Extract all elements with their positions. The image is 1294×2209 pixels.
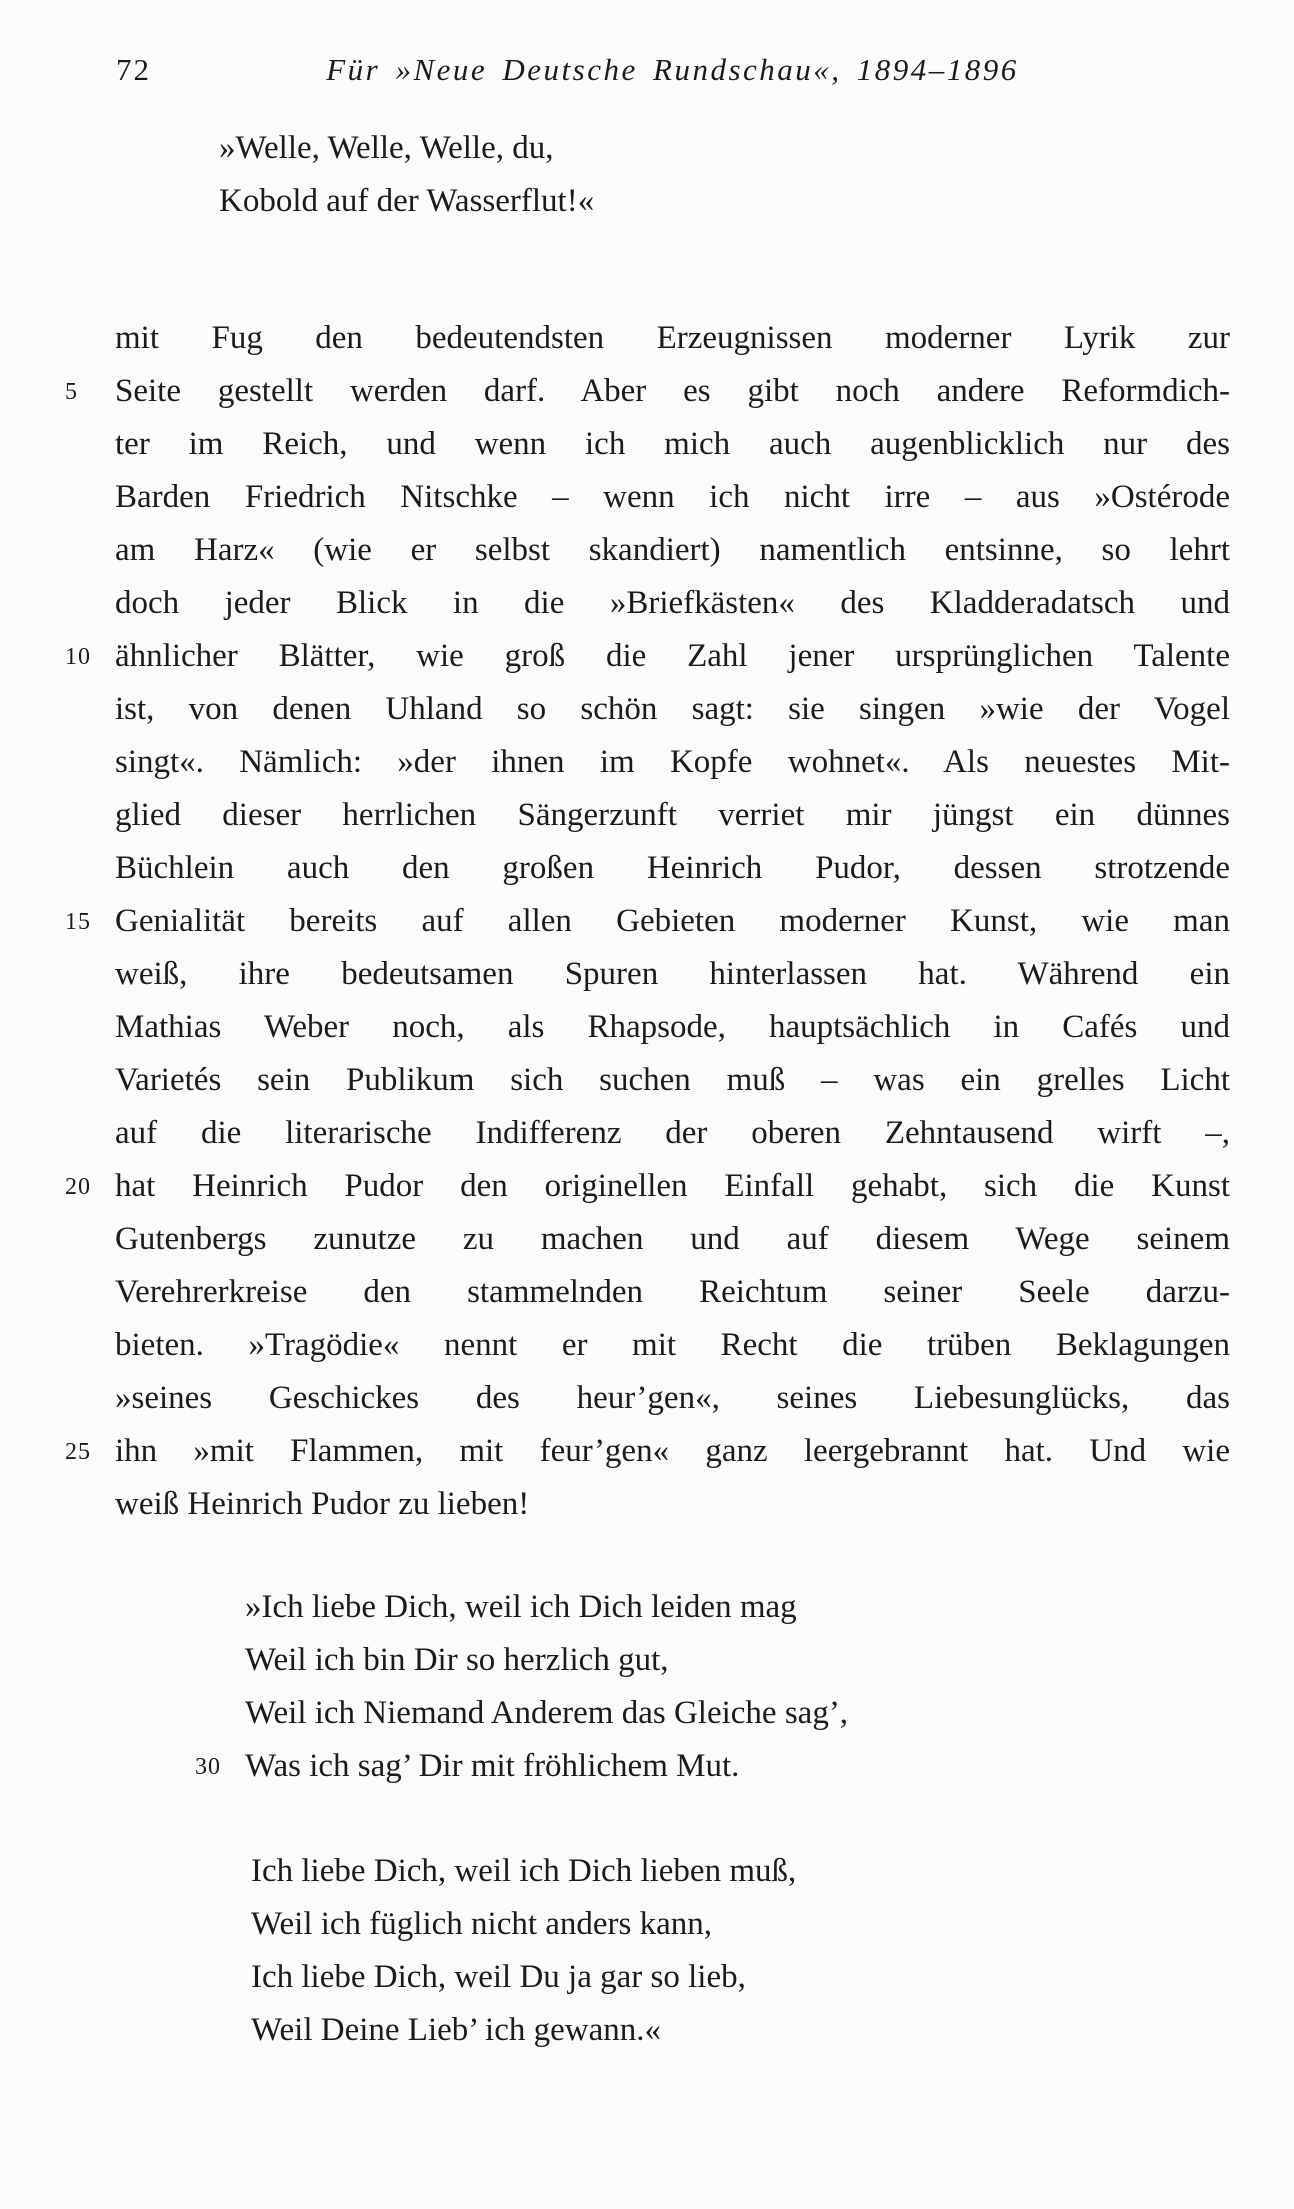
body-text-line (65, 895, 1230, 948)
body-text-line (115, 1107, 1230, 1160)
poem-line (251, 1951, 1230, 2004)
running-header: Für »Neue Deutsche Rundschau«, 1894–1896 (326, 52, 1019, 87)
body-text-line (115, 736, 1230, 789)
body-text-line (115, 1266, 1230, 1319)
body-text-line (115, 418, 1230, 471)
body-text-line (65, 365, 1230, 418)
margin-line-number: 10 (65, 644, 91, 670)
margin-line-number: 20 (65, 1174, 91, 1200)
body-text-line (115, 1372, 1230, 1425)
poem-line-text: »Ich liebe Dich, weil ich Dich leiden mag (245, 1589, 797, 1625)
poem-line (251, 1898, 1230, 1951)
body-text-line (65, 630, 1230, 683)
margin-line-number: 5 (65, 379, 78, 405)
body-line-text: auf die literarische Indifferenz der oberen Zehntausend wirft –, (115, 1115, 1230, 1151)
margin-line-number: 15 (65, 909, 91, 935)
body-text-line (115, 1001, 1230, 1054)
poem-line (251, 2004, 1230, 2057)
poem-line (245, 1687, 1230, 1740)
body-paragraph (65, 312, 1230, 1531)
body-text-line (65, 1425, 1230, 1478)
poem-line-text: Weil Deine Lieb’ ich gewann.« (251, 2012, 661, 2048)
body-text-line (115, 524, 1230, 577)
body-line-text: Genialität bereits auf allen Gebieten moderner Kunst, wie man (115, 903, 1230, 939)
poem-stanza-1 (195, 1581, 1230, 1793)
body-line-text: Varietés sein Publikum sich suchen muß – was ein grelles Licht (115, 1062, 1230, 1098)
epigraph-line: Kobold auf der Wasserflut!« (219, 183, 595, 219)
body-text-line (115, 842, 1230, 895)
body-line-text: weiß, ihre bedeutsamen Spuren hinterlassen hat. Während ein (115, 956, 1230, 992)
body-text-line (115, 471, 1230, 524)
body-line-text: ihn »mit Flammen, mit feur’gen« ganz leergebrannt hat. Und wie (115, 1433, 1230, 1469)
body-text-line (115, 1213, 1230, 1266)
epigraph-line: »Welle, Welle, Welle, du, (219, 130, 554, 166)
body-line-text: ter im Reich, und wenn ich mich auch augenblicklich nur des (115, 426, 1230, 462)
body-text-line (115, 789, 1230, 842)
body-line-text: Gutenbergs zunutze zu machen und auf diesem Wege seinem (115, 1221, 1230, 1257)
epigraph-verse (219, 122, 1230, 228)
text-column (65, 122, 1230, 2057)
body-line-text: »seines Geschickes des heur’gen«, seines Liebesunglücks, das (115, 1380, 1230, 1416)
body-text-line (115, 577, 1230, 630)
body-line-text: weiß Heinrich Pudor zu lieben! (115, 1486, 530, 1522)
poem-line (251, 1845, 1230, 1898)
body-text-line (115, 1054, 1230, 1107)
body-line-text: mit Fug den bedeutendsten Erzeugnissen moderner Lyrik zur (115, 320, 1230, 356)
body-line-text: am Harz« (wie er selbst skandiert) namentlich entsinne, so lehrt (115, 532, 1230, 568)
poem-line (245, 1581, 1230, 1634)
body-text-line (115, 1319, 1230, 1372)
body-line-text: Barden Friedrich Nitschke – wenn ich nicht irre – aus »Ostérode (115, 479, 1230, 515)
body-text-line (65, 1160, 1230, 1213)
poem-line-text: Weil ich Niemand Anderem das Gleiche sag’, (245, 1695, 849, 1731)
body-text-line (115, 683, 1230, 736)
margin-line-number: 30 (195, 1754, 221, 1780)
body-text-line (115, 948, 1230, 1001)
body-line-text: hat Heinrich Pudor den originellen Einfall gehabt, sich die Kunst (115, 1168, 1230, 1204)
body-line-text: Büchlein auch den großen Heinrich Pudor, dessen strotzende (115, 850, 1230, 886)
body-line-text: glied dieser herrlichen Sängerzunft verriet mir jüngst ein dünnes (115, 797, 1230, 833)
body-line-text: ist, von denen Uhland so schön sagt: sie singen »wie der Vogel (115, 691, 1230, 727)
body-line-text: ähnlicher Blätter, wie groß die Zahl jener ursprünglichen Talente (115, 638, 1230, 674)
poem-line-text: Weil ich füglich nicht anders kann, (251, 1906, 713, 1942)
poem-line (195, 1740, 1230, 1793)
page-number: 72 (116, 52, 151, 87)
body-text-line (115, 312, 1230, 365)
poem-line-text: Weil ich bin Dir so herzlich gut, (245, 1642, 669, 1678)
poem-line-text: Was ich sag’ Dir mit fröhlichem Mut. (245, 1748, 740, 1784)
body-text-line (115, 1478, 1230, 1531)
body-line-text: Mathias Weber noch, als Rhapsode, hauptsächlich in Cafés und (115, 1009, 1230, 1045)
body-line-text: singt«. Nämlich: »der ihnen im Kopfe wohnet«. Als neuestes Mit- (115, 744, 1230, 780)
poem-stanza-2 (251, 1845, 1230, 2057)
poem-line-text: Ich liebe Dich, weil ich Dich lieben muß, (251, 1853, 797, 1889)
body-line-text: Verehrerkreise den stammelnden Reichtum seiner Seele darzu- (115, 1274, 1230, 1310)
margin-line-number: 25 (65, 1439, 91, 1465)
poem-line (245, 1634, 1230, 1687)
body-line-text: Seite gestellt werden darf. Aber es gibt noch andere Reformdich- (115, 373, 1230, 409)
body-line-text: bieten. »Tragödie« nennt er mit Recht die trüben Beklagungen (115, 1327, 1230, 1363)
poem-line-text: Ich liebe Dich, weil Du ja gar so lieb, (251, 1959, 746, 1995)
body-line-text: doch jeder Blick in die »Briefkästen« des Kladderadatsch und (115, 585, 1230, 621)
